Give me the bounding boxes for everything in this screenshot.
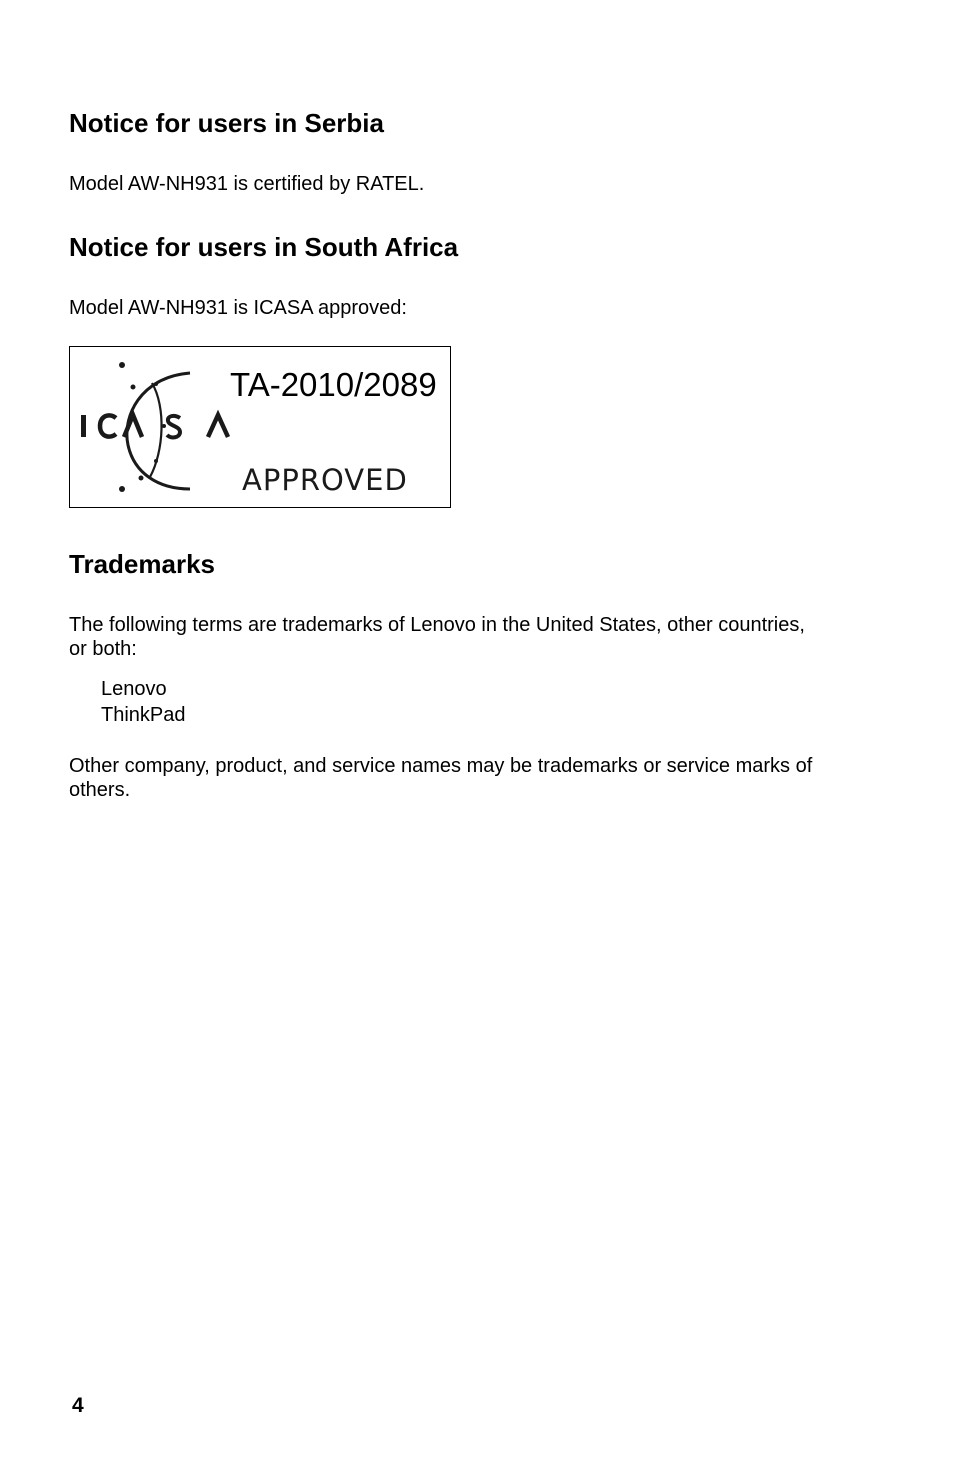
page-number: 4: [72, 1394, 84, 1417]
south-africa-heading: Notice for users in South Africa: [69, 232, 459, 262]
trademarks-heading: Trademarks: [69, 549, 215, 579]
icasa-approval-label: [69, 346, 451, 508]
serbia-heading: Notice for users in Serbia: [69, 108, 384, 138]
certificate-number: TA-2010/2089: [230, 366, 437, 403]
trademarks-intro: The following terms are trademarks of Lenovo in the United States, other countries, or both:: [69, 614, 805, 660]
certificate-status: APPROVED: [242, 463, 408, 497]
trademarks-footer: Other company, product, and service names may be trademarks or service marks of others.: [69, 755, 813, 801]
trademark-term-lenovo: Lenovo: [101, 678, 167, 700]
south-africa-body: Model AW-NH931 is ICASA approved:: [69, 297, 407, 319]
trademark-term-thinkpad: ThinkPad: [101, 704, 186, 726]
serbia-body: Model AW-NH931 is certified by RATEL.: [69, 173, 425, 195]
